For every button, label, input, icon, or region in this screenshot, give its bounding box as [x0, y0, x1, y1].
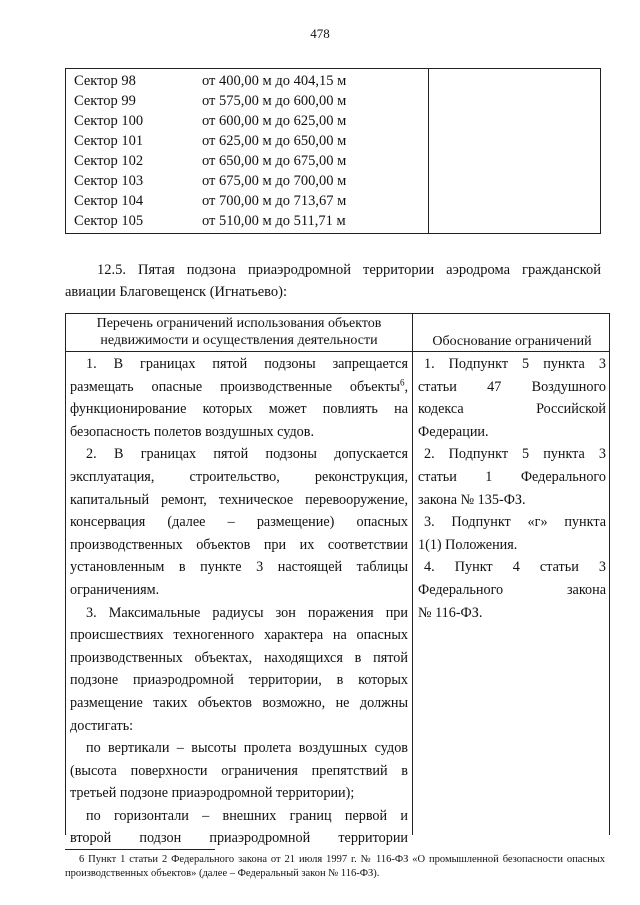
text-line: 1(1) Положения.: [418, 536, 518, 553]
text-line: капитальный ремонт, техническое перевооружение,: [70, 491, 408, 508]
column-divider: [428, 69, 429, 233]
text-line: по горизонтали – внешних границ первой и: [86, 807, 408, 824]
sector-table: [65, 68, 601, 234]
section-heading: [65, 259, 601, 303]
footnote: [65, 853, 605, 881]
text-line: эксплуатация, строительство, реконструкция,: [70, 468, 408, 485]
text-line: достигать:: [70, 717, 134, 734]
header-line: Перечень ограничений использования объектов: [96, 316, 382, 331]
text-line: (высота поверхности ограничения препятствий в: [70, 762, 408, 779]
footnote-line: производственных объектов» (далее – Федеральный закон № 116-ФЗ).: [65, 868, 380, 879]
text-line: безопасность полетов воздушных судов.: [70, 423, 314, 440]
text-segment: ,: [404, 378, 408, 395]
text-line: закона № 135-ФЗ.: [418, 491, 526, 508]
text-line: по вертикали – высоты пролета воздушных судов: [86, 740, 408, 757]
sector-range: от 600,00 м до 625,00 м: [202, 113, 347, 129]
text-line: статьи 47 Воздушного: [418, 378, 606, 395]
restrictions-column: [70, 353, 408, 850]
text-line: второй подзон приаэродромной территории: [70, 830, 408, 847]
footnote-line: 6 Пункт 1 статьи 2 Федерального закона от 21 июля 1997 г. № 116-ФЗ «О промышленной безопасности опасных: [79, 854, 605, 865]
text-line: установленным в пункте 3 настоящей таблицы: [70, 559, 408, 576]
sector-name: Сектор 103: [74, 173, 144, 189]
text-line: ограничениям.: [70, 581, 160, 598]
sector-name: Сектор 100: [74, 113, 144, 129]
restriction-paragraph-5: [70, 805, 408, 850]
text-line: консервация (далее – размещение) опасных: [70, 514, 408, 531]
sector-name: Сектор 105: [74, 213, 144, 229]
column-divider: [412, 314, 413, 835]
text-line: 3. Максимальные радиусы зон поражения при: [86, 604, 408, 621]
header-justification: Обоснование ограничений: [432, 334, 592, 349]
sector-name: Сектор 102: [74, 153, 144, 169]
text-line: Федерации.: [418, 423, 489, 440]
header-divider: [66, 351, 609, 352]
text-line: 2. В границах пятой подзоны допускается: [86, 446, 408, 463]
restrictions-table: [65, 313, 610, 847]
text-line: 3. Подпункт «г» пункта: [424, 514, 606, 531]
sector-range: от 510,00 м до 511,71 м: [202, 213, 346, 229]
text-line: 4. Пункт 4 статьи 3: [424, 559, 606, 576]
section-heading-line: авиации Благовещенск (Игнатьево):: [65, 284, 287, 300]
sector-name: Сектор 99: [74, 93, 136, 109]
text-line: кодекса Российской: [418, 401, 606, 418]
restriction-paragraph-1: [70, 353, 408, 443]
text-line: производственных объектах, находящихся в пятой: [70, 649, 408, 666]
text-line: 1. В границах пятой подзоны запрещается: [86, 356, 408, 372]
text-line: статьи 1 Федерального: [418, 468, 606, 485]
justification-paragraph-2: [418, 443, 606, 511]
text-line: функционирование которых может повлиять на: [70, 401, 408, 418]
justification-paragraph-1: [418, 353, 606, 443]
sector-name: Сектор 98: [74, 73, 136, 89]
restriction-paragraph-2: [70, 443, 408, 601]
sector-range: от 700,00 м до 713,67 м: [202, 193, 347, 209]
text-line: подзоне приаэродромной территории, в которых: [70, 672, 408, 689]
justification-paragraph-3: [418, 511, 606, 556]
text-line: третьей подзоне приаэродромной территории);: [70, 785, 355, 802]
text-line: происшествиях техногенного характера на опасных: [70, 627, 408, 644]
text-segment: размещать опасные производственные объекты: [70, 378, 400, 395]
sector-name: Сектор 104: [74, 193, 144, 209]
text-line: производственных объектов при их соответствии: [70, 536, 408, 553]
header-restrictions: [66, 315, 412, 349]
section-heading-line: 12.5. Пятая подзона приаэродромной территории аэродрома гражданской: [97, 262, 601, 278]
text-line: Федерального закона: [418, 581, 606, 598]
footnote-mark: 6: [399, 376, 405, 387]
sector-range: от 575,00 м до 600,00 м: [202, 93, 347, 109]
text-line: размещение таких объектов возможно, не должны: [70, 694, 408, 711]
footnote-separator: [65, 849, 215, 850]
text-line: 1. Подпункт 5 пункта 3: [424, 356, 606, 372]
page-number: 478: [310, 26, 330, 41]
sector-range: от 400,00 м до 404,15 м: [202, 73, 347, 89]
sector-range: от 650,00 м до 675,00 м: [202, 153, 347, 169]
text-line: [70, 376, 408, 399]
justification-column: [418, 353, 606, 624]
sector-range: от 625,00 м до 650,00 м: [202, 133, 347, 149]
text-line: 2. Подпункт 5 пункта 3: [424, 446, 606, 463]
sector-name: Сектор 101: [74, 133, 144, 149]
sector-range: от 675,00 м до 700,00 м: [202, 173, 347, 189]
header-line: недвижимости и осуществления деятельности: [100, 333, 378, 348]
text-line: № 116-ФЗ.: [418, 604, 483, 621]
restriction-paragraph-3: [70, 602, 408, 738]
justification-paragraph-4: [418, 556, 606, 624]
restriction-paragraph-4: [70, 737, 408, 805]
